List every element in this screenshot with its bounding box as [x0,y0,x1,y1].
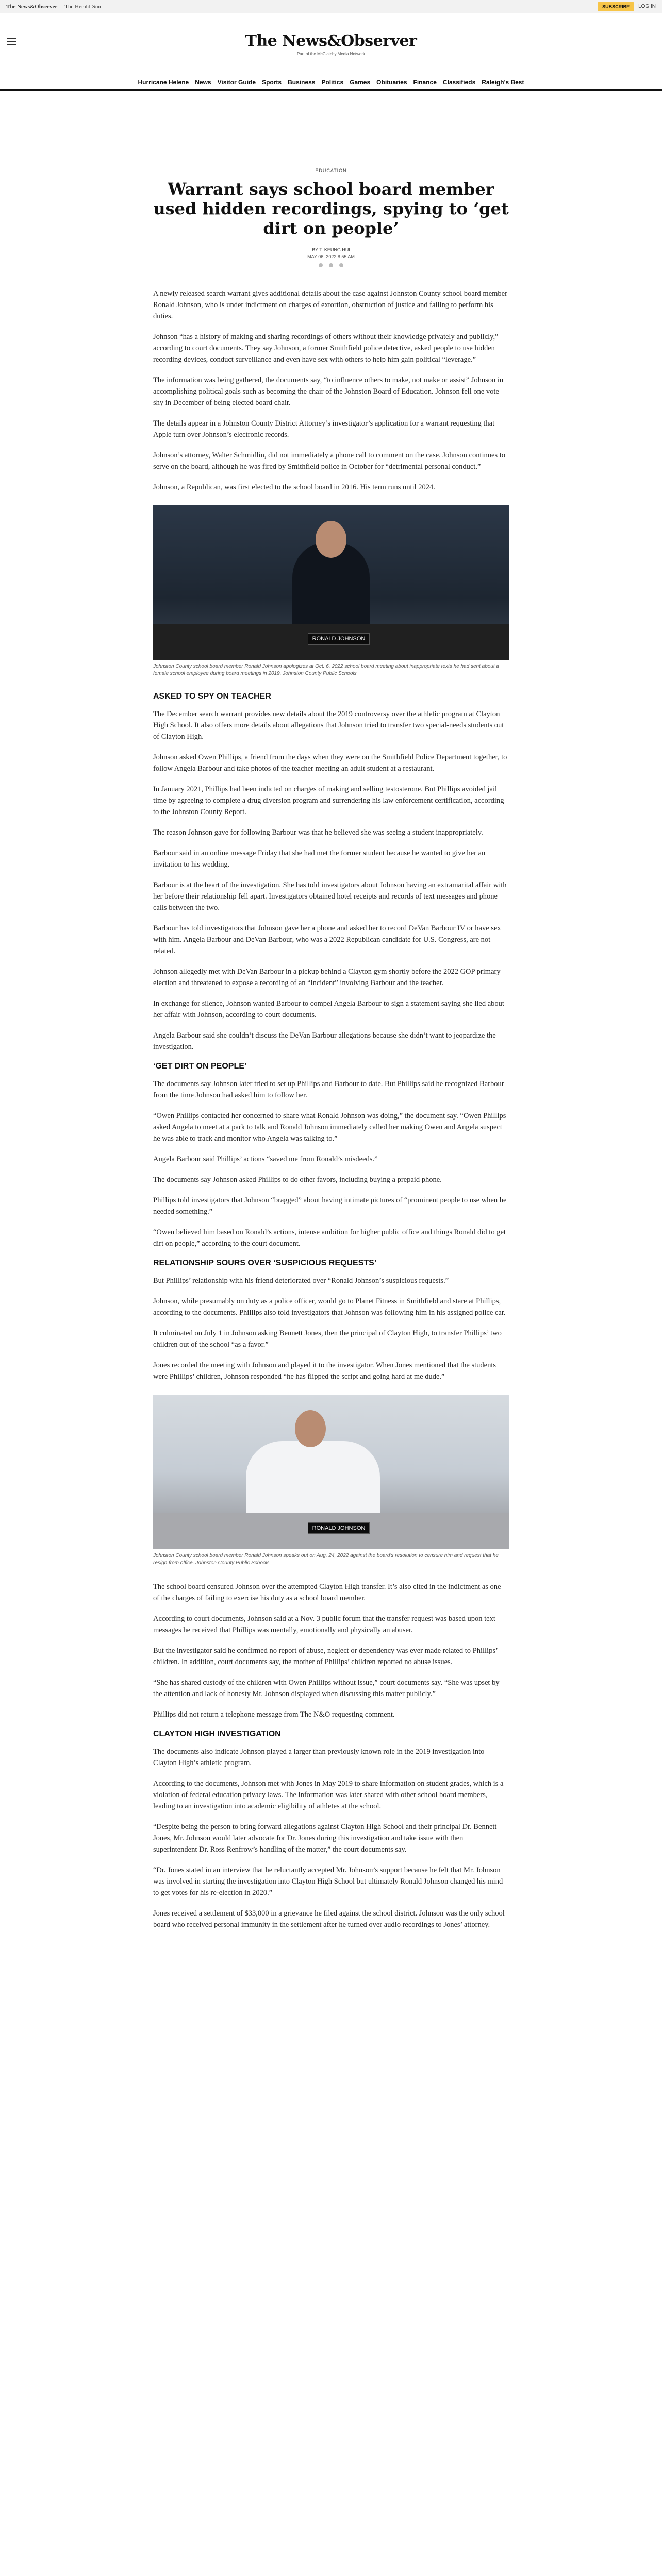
nav-item[interactable]: Games [350,78,371,86]
menu-icon[interactable] [7,38,16,47]
masthead [0,13,662,75]
section-heading: CLAYTON HIGH INVESTIGATION [153,1730,281,1738]
paragraph: The documents say Johnson later tried to set up Phillips and Barbour to date. But Phillips said he recognized Barbour from the time Johnson had asked him to follow her. [153,1080,504,1099]
nav-item[interactable]: Business [288,78,316,86]
twitter-icon[interactable] [329,263,333,267]
photo-caption: Johnston County school board member Ronald Johnson speaks out on Aug. 24, 2022 against the board’s resolution to censure him and request that he resign from office. Johnston County Public Schools [153,1553,499,1566]
nav-item[interactable]: Hurricane Helene [138,78,189,86]
photo-figure [153,1395,509,1567]
paragraph: According to the documents, Johnson met with Jones in May 2019 to share information on student grades, which is a violation of federal education privacy laws. The information was later shared with other school board members, leading to an investigation into academic eligibility of athletes at the school. [153,1780,504,1810]
paragraph: The documents say Johnson asked Phillips to do other favors, including buying a prepaid phone. [153,1176,442,1184]
nav-item[interactable]: Finance [413,78,437,86]
paragraph: The December search warrant provides new details about the 2019 controversy over the athletic program at Clayton High School. It also offers more details about allegations that Johnson tried to transfer two special-needs students out of Clayton High. [153,710,504,741]
nameplate: RONALD JOHNSON [308,633,370,645]
article-date: MAY 06, 2022 8:55 AM [307,254,355,259]
paragraph: Johnson’s attorney, Walter Schmidlin, did not immediately a phone call to comment on the case. Johnson continues to serve on the board, although he was fired by Smithfield police in October for “detrimental personal conduct.” [153,451,506,471]
share-buttons [153,263,509,267]
photo-johnson-apology[interactable] [153,505,509,660]
paragraph: The documents also indicate Johnson played a larger than previously known role in the 2019 investigation into Clayton High’s athletic program. [153,1748,485,1767]
paragraph: In January 2021, Phillips had been indicted on charges of making and selling testosterone. But Phillips avoided jail time by agreeing to complete a drug diversion program and surrendering his law enforcement certification, according to the Johnston County Report. [153,785,504,816]
paragraph: The details appear in a Johnston County District Attorney’s investigator’s application for a warrant requesting that Apple turn over Johnson’s electronic records. [153,419,495,439]
paragraph: Barbour is at the heart of the investigation. She has told investigators about Johnson having an extramarital affair with her before their relationship fell apart. Investigators obtained hotel receipts and records of text messages and phone calls between the two. [153,881,507,912]
article-kicker[interactable]: EDUCATION [315,168,347,173]
paragraph: Johnson, while presumably on duty as a police officer, would go to Planet Fitness in Smithfield and stare at Phillips, according to the documents. Phillips also told investigators that Johnson was following him in his assigned police car. [153,1297,506,1317]
paragraph: Jones received a settlement of $33,000 in a grievance he filed against the school district. Johnson was the only school board who received personal immunity in the settlement after he turned over audio recordings to Jones’ attorney. [153,1909,505,1929]
paragraph: In exchange for silence, Johnson wanted Barbour to compel Angela Barbour to sign a statement saying she lied about her affair with Johnson, according to court documents. [153,999,504,1019]
paragraph: Barbour has told investigators that Johnson gave her a phone and asked her to record DeVan Barbour IV or have sex with him. Angela Barbour and DeVan Barbour, who was a 2022 Republican candidate for U.S. Congress, are not related. [153,924,501,955]
site-tagline: Part of the McClatchy Media Network [296,52,366,56]
nameplate: RONALD JOHNSON [308,1522,370,1534]
paragraph: But the investigator said he confirmed no report of abuse, neglect or dependency was ever made related to Phillips’ children. In addition, court documents say, the mother of Phillips’ children reported no abuse issues. [153,1647,498,1666]
nav-item[interactable]: Obituaries [376,78,407,86]
top-bar [0,0,662,13]
section-heading: ‘GET DIRT ON PEOPLE’ [153,1062,247,1071]
site-logo[interactable]: The News&Observer [245,32,417,50]
section-heading: ASKED TO SPY ON TEACHER [153,692,271,701]
paragraph: Phillips told investigators that Johnson “bragged” about having intimate pictures of “prominent people to use when he needed something.” [153,1196,507,1216]
paragraph: “Dr. Jones stated in an interview that he reluctantly accepted Mr. Johnson’s support because he felt that Mr. Johnson was involved in starting the investigation into Clayton High School but ultimately Ronald Johnson changed his mind to get votes for his re-election in 2020.” [153,1866,503,1897]
paragraph: “Owen Phillips contacted her concerned to share what Ronald Johnson was doing,” the document say. “Owen Phillips asked Angela to meet at a park to talk and Ronald Johnson immediately called her making Owen and Angela suspect he was able to track and monitor who Angela was talking to.” [153,1112,506,1143]
paragraph: “Despite being the person to bring forward allegations against Clayton High School and their principal Dr. Bennett Jones, Mr. Johnson would later advocate for Dr. Jones during this investigation and take issue with then superintendent Dr. Ross Renfrow’s handling of the matter,” the court documents say. [153,1823,497,1854]
article [153,168,509,1930]
main-nav [0,75,662,91]
paragraph: A newly released search warrant gives additional details about the case against Johnston County school board member Ronald Johnson, who is under indictment on charges of extortion, obstruction of justice and failing to perform his duties. [153,290,507,320]
paragraph: “She has shared custody of the children with Owen Phillips without issue,” court documents say. “She was upset by the attention and lack of honesty Mr. Johnson displayed when discussing this matter publicly.” [153,1679,500,1698]
nav-item[interactable]: Visitor Guide [217,78,256,86]
nav-item[interactable]: Politics [321,78,344,86]
brand-tab-herald-sun[interactable]: The Herald-Sun [64,3,101,10]
nav-item[interactable]: News [195,78,211,86]
section-heading: RELATIONSHIP SOURS OVER ‘SUSPICIOUS REQUESTS’ [153,1259,377,1267]
paragraph: Angela Barbour said Phillips’ actions “saved me from Ronald’s misdeeds.” [153,1155,378,1163]
nav-item[interactable]: Sports [262,78,282,86]
paragraph: Barbour said in an online message Friday that she had met the former student because he wanted to give her an invitation to his wedding. [153,849,486,869]
facebook-icon[interactable] [319,263,323,267]
paragraph: The information was being gathered, the documents say, “to influence others to make, not make or assist” Johnson in accomplishing political goals such as becoming the chair of the Johnston Board of Education. Johnson fell one vote shy in December of being elected board chair. [153,376,504,407]
ad-space [0,91,662,168]
paragraph: Johnson asked Owen Phillips, a friend from the days when they were on the Smithfield Police Department together, to follow Angela Barbour and take photos of the teacher meeting an adult student at a restaurant. [153,753,507,773]
paragraph: But Phillips’ relationship with his friend deteriorated over “Ronald Johnson’s suspicious requests.” [153,1277,449,1285]
photo-figure [153,505,509,677]
paragraph: According to court documents, Johnson said at a Nov. 3 public forum that the transfer request was based upon text messages he received that Phillips was mentally, emotionally and physically an abuser. [153,1615,495,1634]
paragraph: It culminated on July 1 in Johnson asking Bennett Jones, then the principal of Clayton High, to transfer Phillips’ two children out of the school “as a favor.” [153,1329,502,1349]
photo-caption: Johnston County school board member Ronald Johnson apologizes at Oct. 6, 2022 school board meeting about inappropriate texts he had sent about a female school employee during board meetings in 2019. Johnston County Public Schools [153,664,499,676]
article-title: Warrant says school board member used hidden recordings, spying to ‘get dirt on people’ [153,179,509,238]
nav-item[interactable]: Raleigh's Best [482,78,524,86]
subscribe-button[interactable]: SUBSCRIBE [598,2,634,11]
brand-tab-news-observer[interactable]: The News&Observer [6,3,58,10]
paragraph: Johnson, a Republican, was first elected to the school board in 2016. His term runs until 2024. [153,483,435,492]
email-icon[interactable] [339,263,343,267]
paragraph: Phillips did not return a telephone message from The N&O requesting comment. [153,1710,395,1719]
paragraph: The school board censured Johnson over the attempted Clayton High transfer. It’s also cited in the indictment as one of the charges of failing to exercise his duty as a school board member. [153,1583,501,1602]
paragraph: Jones recorded the meeting with Johnson and played it to the investigator. When Jones mentioned that the students were Phillips’ children, Johnson responded “he has flipped the script and going hard at me dude.” [153,1361,496,1381]
login-link[interactable]: LOG IN [638,4,656,9]
photo-johnson-speaks[interactable] [153,1395,509,1549]
paragraph: “Owen believed him based on Ronald’s actions, intense ambition for higher public office and things Ronald did to get dirt on people,” according to the court document. [153,1228,506,1248]
paragraph: Angela Barbour said she couldn’t discuss the DeVan Barbour allegations because she didn’t want to jeopardize the investigation. [153,1031,496,1051]
nav-item[interactable]: Classifieds [442,78,476,86]
article-byline: BY T. KEUNG HUI [312,247,350,252]
paragraph: The reason Johnson gave for following Barbour was that he believed she was seeing a student inappropriately. [153,828,483,837]
paragraph: Johnson allegedly met with DeVan Barbour in a pickup behind a Clayton gym shortly before the 2022 GOP primary election and threatened to expose a recording of an “incident” involving Barbour and the teacher. [153,968,501,987]
paragraph: Johnson “has a history of making and sharing recordings of others without their knowledge privately and publicly,” according to court documents. They say Johnson, a former Smithfield police detective, asked people to use hidden recording devices, conduct surveillance and even have sex with others to help him gain political “leverage.” [153,333,499,364]
